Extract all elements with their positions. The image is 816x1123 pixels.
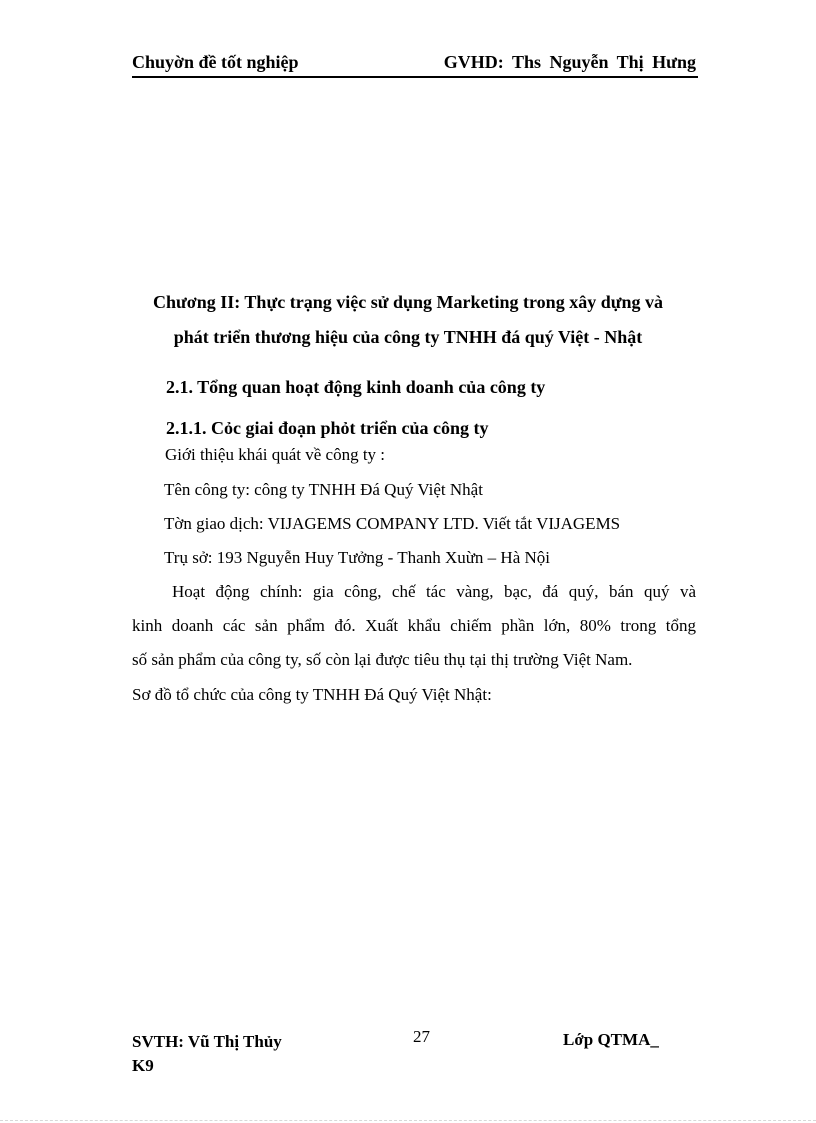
- activity-paragraph-line-1: Hoạt động chính: gia công, chế tác vàng, bạc, đá quý, bán quý và: [172, 582, 696, 601]
- header-thesis-title: Chuyờn đề tốt nghiệp: [132, 52, 299, 72]
- header-advisor: GVHD: Ths Nguyễn Thị Hưng: [443, 52, 696, 72]
- section-heading: 2.1. Tổng quan hoạt động kinh doanh của công ty: [166, 377, 546, 397]
- company-name: Tên công ty: công ty TNHH Đá Quý Việt Nhật: [164, 480, 483, 499]
- footer-student-name: SVTH: Vũ Thị Thủy: [132, 1032, 282, 1051]
- intro-text: Giới thiệu khái quát về công ty :: [165, 445, 386, 464]
- chapter-title-line-1: Chương II: Thực trạng việc sử dụng Marketing trong xây dựng và: [152, 292, 664, 312]
- page-number: 27: [413, 1027, 430, 1046]
- activity-paragraph-line-2: kinh doanh các sản phẩm đó. Xuất khẩu chiếm phần lớn, 80% trong tổng: [132, 616, 696, 635]
- page-edge-divider: [0, 1120, 816, 1121]
- company-trade-name: Tờn giao dịch: VIJAGEMS COMPANY LTD. Viết tắt VIJAGEMS: [164, 514, 621, 533]
- company-address: Trụ sở: 193 Nguyễn Huy Tưởng - Thanh Xuừn – Hà Nội: [164, 548, 551, 567]
- page-header: [132, 50, 698, 78]
- subsection-heading: 2.1.1. Cỏc giai đoạn phỏt triển của công ty: [166, 418, 489, 438]
- chapter-title-line-2: phát triển thương hiệu của công ty TNHH đá quý Việt - Nhật: [173, 327, 643, 347]
- org-chart-caption: Sơ đồ tổ chức của công ty TNHH Đá Quý Việt Nhật:: [132, 685, 492, 704]
- footer-student-cohort: K9: [132, 1056, 154, 1075]
- footer-class: Lớp QTMA_: [563, 1030, 659, 1049]
- footer-student: [132, 1030, 282, 1078]
- activity-paragraph-line-3: số sản phẩm của công ty, số còn lại được tiêu thụ tại thị trường Việt Nam.: [132, 650, 633, 669]
